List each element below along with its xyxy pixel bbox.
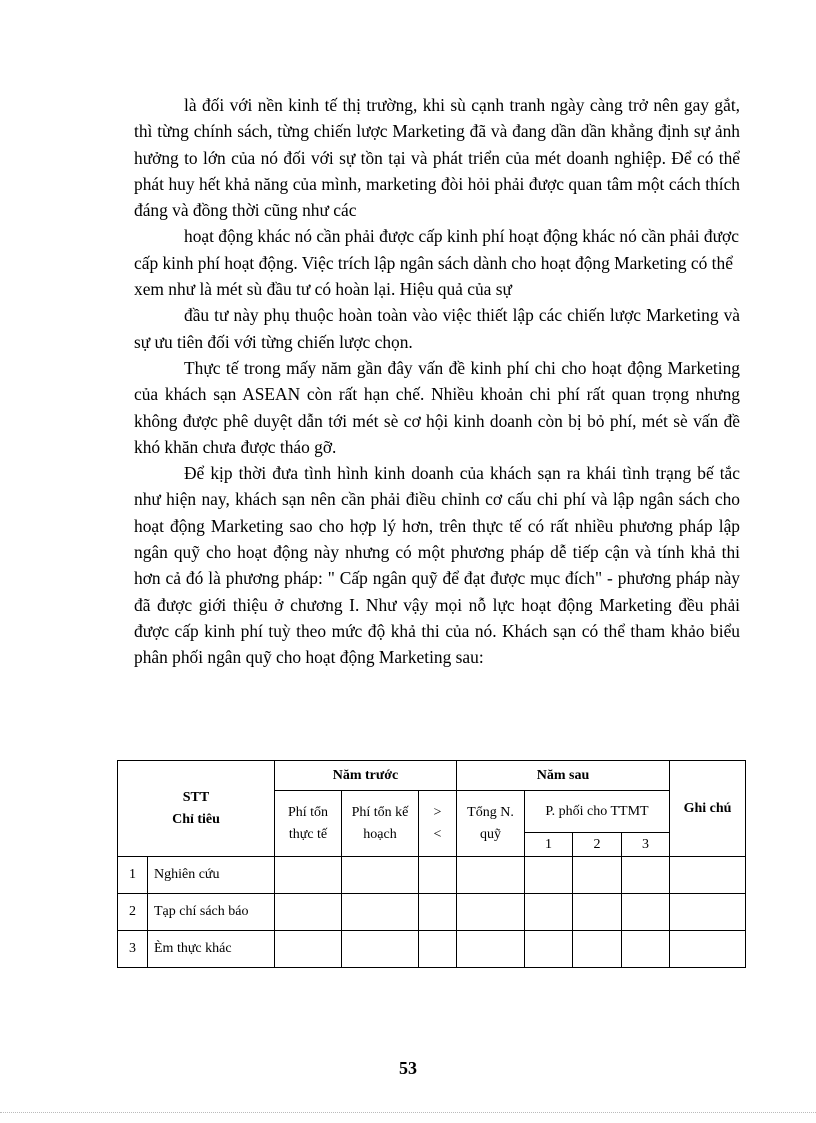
chitieu-label: Chỉ tiêu	[172, 811, 220, 827]
stt-header	[118, 761, 275, 857]
sub-col-2: 2	[573, 833, 622, 857]
row-stt: 3	[118, 931, 148, 968]
paragraph-5: Để kịp thời đưa tình hình kinh doanh của khách sạn ra khái tình trạng bế tắc như hiện nay, khách sạn nên cần phải điều chỉnh cơ cấu chi phí và lập ngân sách cho hoạt động Marketing sao cho hợp lý hơn, trên thực tế có rất nhiều phương pháp lập ngân quỹ cho hoạt động này nhưng có một phương pháp dễ tiếp cận và tính khả thi hơn cả đó là phương pháp: " Cấp ngân quỹ để đạt được mục đích" - phương pháp này đã được giới thiệu ở chương I. Như vậy mọi nỗ lực hoạt động Marketing đều phải được cấp kinh phí tuỳ theo mức độ khả thi của nó. Khách sạn có thể tham khảo biểu phân phối ngân quỹ cho hoạt động Marketing sau:	[134, 463, 740, 668]
nam-truoc-header: Năm trước	[275, 761, 457, 791]
ghi-chu-header: Ghi chú	[670, 761, 746, 857]
compare-lt: <	[433, 826, 442, 842]
sub-col-3: 3	[622, 833, 670, 857]
tong-nquy-header: Tổng N. quỹ	[457, 791, 525, 857]
paragraph-1: là đối với nền kinh tế thị trường, khi sù cạnh tranh ngày càng trở nên gay gắt, thì từng chính sách, từng chiến lược Marketing đã và đang dần dần khẳng định sự ảnh hưởng to lớn của nó đối với sự tồn tại và phát triển của mét doanh nghiệp. Để có thể phát huy hết khả năng của mình, marketing đòi hỏi phải được quan tâm một cách thích đáng và đồng thời cũng như các	[134, 95, 740, 221]
p-phoi-header: P. phối cho TTMT	[525, 791, 670, 833]
phi-ton-thuc-te-header: Phí tổn thực tế	[275, 791, 342, 857]
table-row	[118, 894, 746, 931]
body-text	[134, 92, 740, 671]
compare-gt: >	[433, 804, 442, 820]
row-name: Nghiên cứu	[148, 857, 275, 894]
table-row	[118, 931, 746, 968]
budget-table	[117, 760, 745, 968]
compare-header	[419, 791, 457, 857]
row-name: Èm thực khác	[148, 931, 275, 968]
row-name: Tạp chí sách báo	[148, 894, 275, 931]
page-number: 53	[399, 1058, 417, 1078]
paragraph-4: Thực tế trong mấy năm gần đây vấn đề kinh phí chi cho hoạt động Marketing của khách sạn ASEAN còn rất hạn chế. Nhiều khoản chi phí rất quan trọng nhưng không được phê duyệt dẫn tới mét sè cơ hội kinh doanh còn bị bỏ phí, mét sè vấn đề khó khăn chưa được tháo gỡ.	[134, 357, 740, 457]
sub-col-1: 1	[525, 833, 573, 857]
stt-label: STT	[182, 789, 210, 805]
paragraph-2: hoạt động khác nó cần phải được cấp kinh phí hoạt động khác nó cần phải được cấp kinh phí hoạt động. Việc trích lập ngân sách dành cho hoạt động Marketing có thể xem như là mét sù đầu tư có hoàn lại. Hiệu quả của sự	[134, 226, 739, 300]
phi-ton-ke-hoach-header: Phí tổn kế hoạch	[342, 791, 419, 857]
paragraph-3: đầu tư này phụ thuộc hoàn toàn vào việc thiết lập các chiến lược Marketing và sự ưu tiên đối với từng chiến lược chọn.	[134, 305, 740, 352]
row-stt: 2	[118, 894, 148, 931]
table-row	[118, 857, 746, 894]
footer-divider	[0, 1112, 816, 1113]
row-stt: 1	[118, 857, 148, 894]
nam-sau-header: Năm sau	[457, 761, 670, 791]
